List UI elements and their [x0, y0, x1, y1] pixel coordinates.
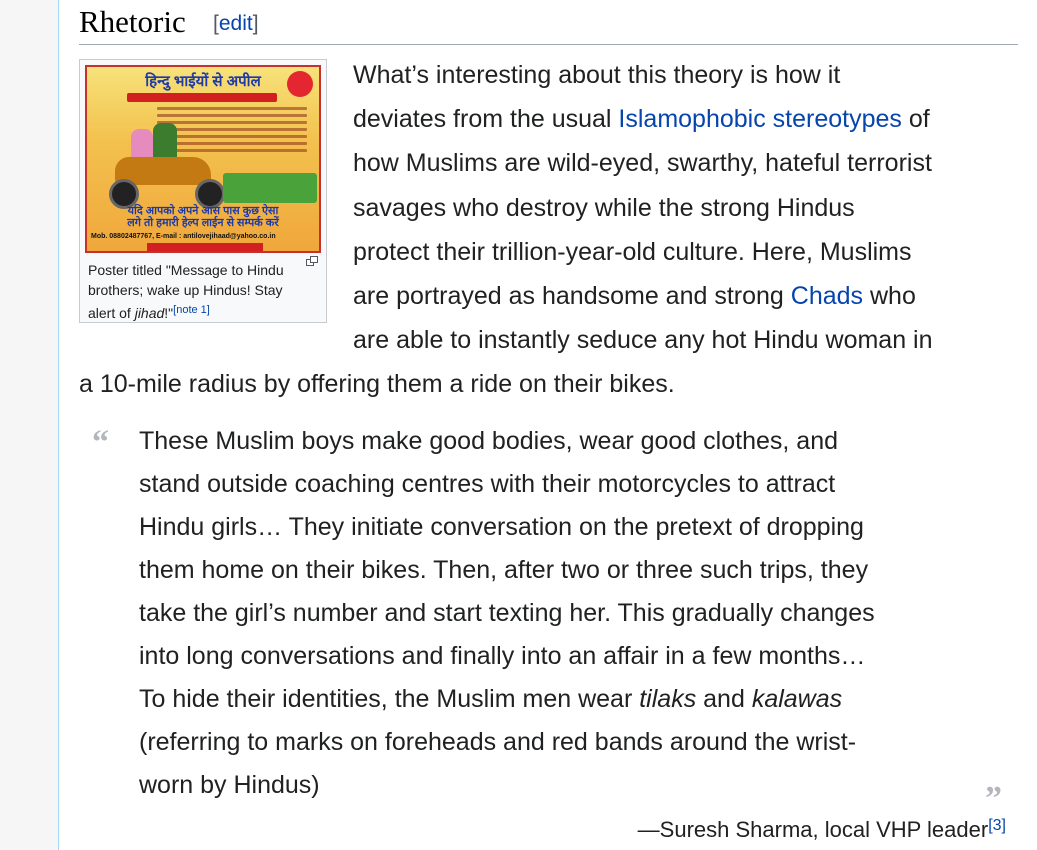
- italic-tilaks: tilaks: [639, 685, 697, 713]
- text-run: To hide their identities, the Muslim men wear: [139, 685, 640, 713]
- text-run: who: [863, 282, 916, 311]
- quote-line: worn by Hindus): [139, 771, 320, 799]
- quote-line: [139, 678, 979, 721]
- text-run: are portrayed as handsome and strong: [353, 282, 791, 311]
- edit-bracket-open: [: [213, 12, 219, 35]
- open-quote-icon: “: [92, 424, 109, 461]
- caption-note-link[interactable]: [note 1]: [173, 304, 210, 316]
- poster-line-2: लगे तो हमारी हेल्प लाईन से सम्पर्क करें: [127, 217, 279, 229]
- edit-bracket-close: ]: [252, 12, 259, 35]
- paragraph-line: are able to instantly seduce any hot Hindu woman in: [353, 326, 933, 355]
- quote-line: into long conversations and finally into an affair in a few months…: [139, 642, 866, 670]
- blockquote: [139, 420, 979, 807]
- text-run: and: [696, 685, 752, 713]
- paragraph-line: protect their trillion-year-old culture. Here, Muslims: [353, 237, 912, 266]
- citation-text: —Suresh Sharma, local VHP leader: [637, 817, 989, 842]
- quote-line: take the girl’s number and start texting her. This gradually changes: [139, 599, 875, 627]
- reference-link[interactable]: [3]: [988, 817, 1006, 834]
- link-chads[interactable]: Chads: [790, 282, 864, 311]
- paragraph-line: how Muslims are wild-eyed, swarthy, hateful terrorist: [353, 149, 932, 178]
- caption-italic: jihad: [134, 305, 165, 321]
- edit-section: [213, 12, 259, 36]
- link-islamophobic-stereotypes[interactable]: Islamophobic stereotypes: [618, 105, 902, 134]
- paragraph-line: savages who destroy while the strong Hindus: [353, 193, 855, 222]
- paragraph-line: [79, 274, 1019, 318]
- text-run: deviates from the usual: [353, 105, 619, 134]
- section-heading: [79, 0, 1018, 45]
- paragraph-line: a 10-mile radius by offering them a ride on their bikes.: [79, 370, 675, 399]
- quote-line: stand outside coaching centres with their motorcycles to attract: [139, 470, 836, 498]
- article-content: [58, 0, 1037, 850]
- italic-kalawas: kalawas: [751, 685, 843, 713]
- caption-end: !": [164, 305, 174, 321]
- quote-line: Hindu girls… They initiate conversation on the pretext of dropping: [139, 513, 864, 541]
- quote-line: These Muslim boys make good bodies, wear good clothes, and: [139, 427, 838, 455]
- body-paragraph: [79, 53, 1019, 407]
- poster-heading: हिन्दु भाईयों से अपील: [145, 73, 261, 90]
- poster-contact: Mob. 08802487767, E-mail : antilovejihaad@yahoo.co.in: [91, 233, 276, 240]
- quote-line: (referring to marks on foreheads and red bands around the wrist-: [139, 728, 857, 756]
- text-run: of: [901, 105, 930, 134]
- caption-text: Poster titled "Message to Hindu brothers; wake up Hindus! Stay alert of: [88, 262, 284, 321]
- close-quote-icon: ”: [985, 780, 1002, 817]
- section-title: Rhetoric: [79, 4, 186, 39]
- paragraph-line: What’s interesting about this theory is how it: [353, 61, 841, 89]
- quote-citation: [638, 817, 1006, 843]
- edit-link[interactable]: edit: [218, 12, 253, 35]
- poster-line-1: यदि आपको अपने आस पास कुछ ऐसा: [127, 205, 279, 217]
- quote-line: them home on their bikes. Then, after two or three such trips, they: [139, 556, 869, 584]
- paragraph-line: [79, 97, 1019, 141]
